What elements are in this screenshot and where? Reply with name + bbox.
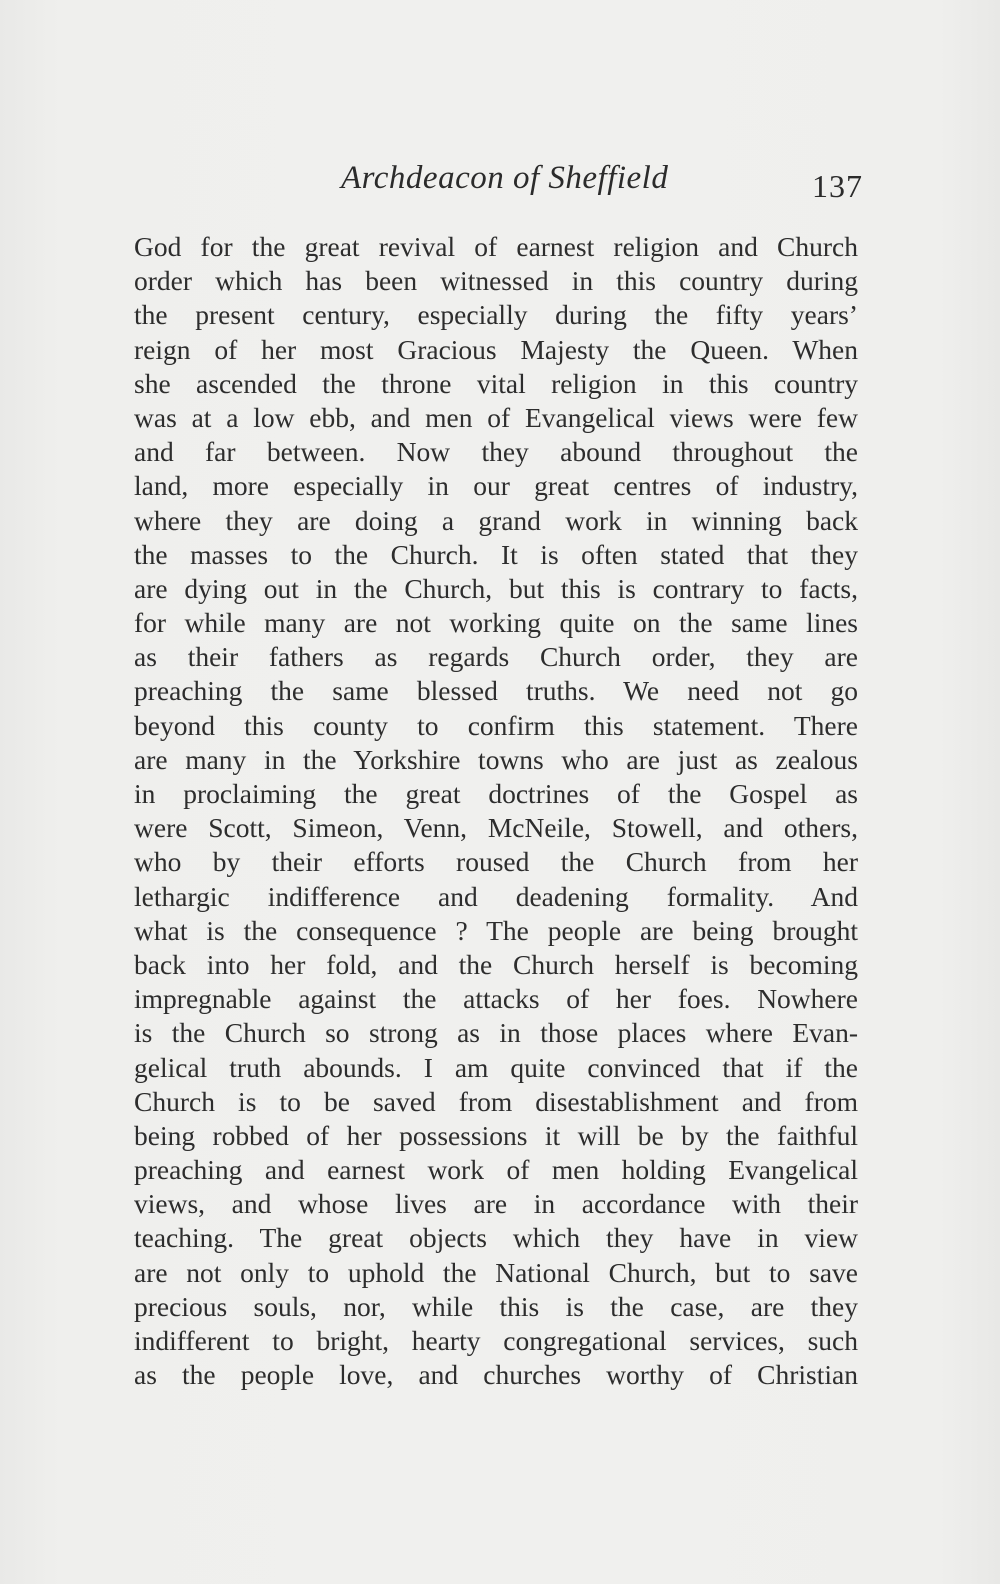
- text-line: are many in the Yorkshire towns who are just as zealous: [134, 743, 858, 775]
- text-line: lethargic indifference and deadening formality. And: [134, 880, 858, 912]
- text-line: precious souls, nor, while this is the case, are they: [134, 1290, 858, 1322]
- text-line: order which has been witnessed in this country during: [134, 265, 858, 297]
- body-text: [134, 230, 858, 1392]
- text-line: was at a low ebb, and men of Evangelical views were few: [134, 401, 858, 433]
- text-line: reign of her most Gracious Majesty the Queen. When: [134, 333, 858, 365]
- text-line: and far between. Now they abound throughout the: [134, 436, 858, 468]
- text-line: are not only to uphold the National Church, but to save: [134, 1256, 858, 1288]
- text-line: beyond this county to confirm this statement. There: [134, 709, 858, 741]
- text-line: being robbed of her possessions it will be by the faithful: [134, 1119, 858, 1151]
- text-line: Church is to be saved from disestablishment and from: [134, 1085, 858, 1117]
- text-line: impregnable against the attacks of her foes. Nowhere: [134, 983, 858, 1015]
- text-line: views, and whose lives are in accordance with their: [134, 1188, 858, 1220]
- text-line: she ascended the throne vital religion in this country: [134, 367, 858, 399]
- text-line: back into her fold, and the Church herself is becoming: [134, 948, 858, 980]
- text-line: as their fathers as regards Church order, they are: [134, 641, 858, 673]
- text-line: preaching the same blessed truths. We need not go: [134, 675, 858, 707]
- text-line: teaching. The great objects which they have in view: [134, 1222, 858, 1254]
- text-line: who by their efforts roused the Church from her: [134, 846, 858, 878]
- text-line: indifferent to bright, hearty congregational services, such: [134, 1325, 858, 1356]
- text-line: are dying out in the Church, but this is contrary to facts,: [134, 572, 858, 604]
- text-line: God for the great revival of earnest religion and Church: [134, 231, 858, 262]
- text-line: for while many are not working quite on the same lines: [134, 607, 858, 639]
- text-line: the masses to the Church. It is often stated that they: [134, 538, 858, 570]
- text-line: the present century, especially during the fifty years’: [134, 299, 858, 331]
- text-line: in proclaiming the great doctrines of the Gospel as: [134, 778, 858, 809]
- text-line: where they are doing a grand work in winning back: [134, 504, 858, 536]
- running-title: Archdeacon of Sheffield: [341, 160, 669, 196]
- page-number: 137: [812, 168, 863, 204]
- text-line: were Scott, Simeon, Venn, McNeile, Stowell, and others,: [134, 812, 858, 844]
- running-head: [0, 160, 1000, 210]
- text-line: preaching and earnest work of men holding Evangelical: [134, 1154, 858, 1186]
- text-line: is the Church so strong as in those places where Evan-: [134, 1017, 858, 1049]
- text-line: as the people love, and churches worthy of Christian: [134, 1359, 858, 1391]
- text-line: what is the consequence ? The people are being brought: [134, 914, 858, 946]
- text-line: land, more especially in our great centres of industry,: [134, 470, 858, 502]
- text-line: gelical truth abounds. I am quite convinced that if the: [134, 1051, 858, 1083]
